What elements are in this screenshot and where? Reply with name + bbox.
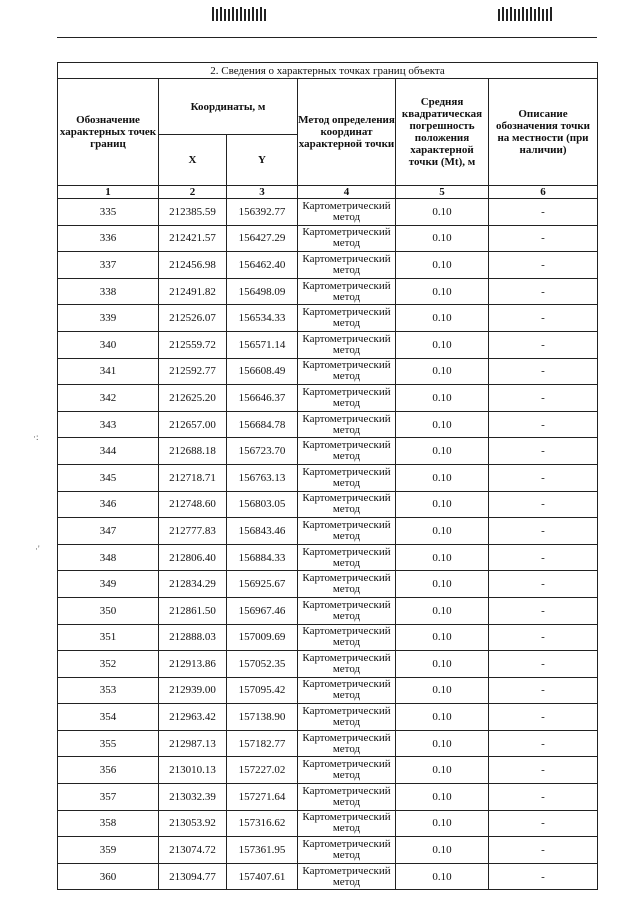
cell-accuracy: 0.10 xyxy=(396,837,489,864)
cell-coord-x: 212592.77 xyxy=(159,358,227,385)
cell-description: - xyxy=(489,358,598,385)
table-row xyxy=(58,438,598,465)
column-number: 4 xyxy=(298,186,396,199)
header-rule xyxy=(57,37,597,38)
cell-accuracy: 0.10 xyxy=(396,225,489,252)
table-row xyxy=(58,810,598,837)
cell-point-id: 360 xyxy=(58,863,159,890)
cell-coord-y: 156571.14 xyxy=(227,331,298,358)
cell-coord-x: 213074.72 xyxy=(159,837,227,864)
cell-description: - xyxy=(489,518,598,545)
table-row xyxy=(58,571,598,598)
cell-accuracy: 0.10 xyxy=(396,704,489,731)
cell-method: Картометрический метод xyxy=(298,571,396,598)
cell-coord-x: 212888.03 xyxy=(159,624,227,651)
cell-coord-x: 212559.72 xyxy=(159,331,227,358)
cell-accuracy: 0.10 xyxy=(396,571,489,598)
cell-point-id: 358 xyxy=(58,810,159,837)
cell-description: - xyxy=(489,491,598,518)
cell-accuracy: 0.10 xyxy=(396,810,489,837)
table-row xyxy=(58,757,598,784)
cell-accuracy: 0.10 xyxy=(396,278,489,305)
cell-point-id: 342 xyxy=(58,385,159,412)
cell-coord-x: 212526.07 xyxy=(159,305,227,332)
column-number: 6 xyxy=(489,186,598,199)
column-number: 5 xyxy=(396,186,489,199)
table-row xyxy=(58,677,598,704)
table-row xyxy=(58,544,598,571)
column-number: 3 xyxy=(227,186,298,199)
cell-method: Картометрический метод xyxy=(298,438,396,465)
cell-coord-y: 156427.29 xyxy=(227,225,298,252)
cell-method: Картометрический метод xyxy=(298,837,396,864)
cell-coord-y: 157407.61 xyxy=(227,863,298,890)
cell-coord-y: 156534.33 xyxy=(227,305,298,332)
cell-method: Картометрический метод xyxy=(298,863,396,890)
cell-accuracy: 0.10 xyxy=(396,358,489,385)
cell-coord-y: 157009.69 xyxy=(227,624,298,651)
cell-method: Картометрический метод xyxy=(298,225,396,252)
cell-description: - xyxy=(489,597,598,624)
cell-point-id: 347 xyxy=(58,518,159,545)
cell-method: Картометрический метод xyxy=(298,544,396,571)
cell-coord-y: 156803.05 xyxy=(227,491,298,518)
cell-coord-x: 212625.20 xyxy=(159,385,227,412)
cell-method: Картометрический метод xyxy=(298,411,396,438)
cell-point-id: 349 xyxy=(58,571,159,598)
header-accuracy: Средняя квадратическая погрешность положения характерной точки (Mt), м xyxy=(396,79,489,186)
cell-coord-y: 156684.78 xyxy=(227,411,298,438)
table-row xyxy=(58,278,598,305)
cell-description: - xyxy=(489,464,598,491)
cell-point-id: 338 xyxy=(58,278,159,305)
cell-coord-x: 212963.42 xyxy=(159,704,227,731)
scan-mark: ·' xyxy=(35,544,40,554)
cell-method: Картометрический метод xyxy=(298,651,396,678)
table-row xyxy=(58,491,598,518)
cell-coord-y: 156608.49 xyxy=(227,358,298,385)
cell-accuracy: 0.10 xyxy=(396,199,489,226)
cell-accuracy: 0.10 xyxy=(396,597,489,624)
cell-description: - xyxy=(489,624,598,651)
cell-point-id: 337 xyxy=(58,252,159,279)
cell-description: - xyxy=(489,331,598,358)
table-row xyxy=(58,624,598,651)
table-row xyxy=(58,252,598,279)
table-row xyxy=(58,464,598,491)
cell-accuracy: 0.10 xyxy=(396,252,489,279)
header-description: Описание обозначения точки на местности (при наличии) xyxy=(489,79,598,186)
cell-accuracy: 0.10 xyxy=(396,331,489,358)
cell-description: - xyxy=(489,278,598,305)
cell-description: - xyxy=(489,677,598,704)
cell-description: - xyxy=(489,305,598,332)
header-designation: Обозначение характерных точек границ xyxy=(58,79,159,186)
cell-accuracy: 0.10 xyxy=(396,491,489,518)
table-row xyxy=(58,863,598,890)
cell-point-id: 345 xyxy=(58,464,159,491)
cell-method: Картометрический метод xyxy=(298,331,396,358)
cell-method: Картометрический метод xyxy=(298,597,396,624)
cell-coord-x: 213032.39 xyxy=(159,784,227,811)
table-row xyxy=(58,305,598,332)
cell-description: - xyxy=(489,225,598,252)
cell-method: Картометрический метод xyxy=(298,252,396,279)
cell-method: Картометрический метод xyxy=(298,464,396,491)
cell-point-id: 355 xyxy=(58,730,159,757)
cell-coord-y: 156646.37 xyxy=(227,385,298,412)
table-row xyxy=(58,411,598,438)
cell-point-id: 351 xyxy=(58,624,159,651)
cell-method: Картометрический метод xyxy=(298,358,396,385)
header-coordinates: Координаты, м xyxy=(159,79,298,135)
cell-point-id: 335 xyxy=(58,199,159,226)
cell-point-id: 353 xyxy=(58,677,159,704)
cell-point-id: 346 xyxy=(58,491,159,518)
cell-coord-y: 157227.02 xyxy=(227,757,298,784)
cell-coord-x: 212834.29 xyxy=(159,571,227,598)
table-row xyxy=(58,331,598,358)
table-row xyxy=(58,385,598,412)
cell-point-id: 354 xyxy=(58,704,159,731)
cell-point-id: 350 xyxy=(58,597,159,624)
cell-coord-x: 213094.77 xyxy=(159,863,227,890)
cell-description: - xyxy=(489,730,598,757)
cell-description: - xyxy=(489,837,598,864)
cell-coord-x: 212987.13 xyxy=(159,730,227,757)
column-numbers-row xyxy=(58,186,598,199)
cell-coord-x: 212806.40 xyxy=(159,544,227,571)
cell-accuracy: 0.10 xyxy=(396,624,489,651)
cell-method: Картометрический метод xyxy=(298,385,396,412)
cell-coord-x: 212491.82 xyxy=(159,278,227,305)
cell-coord-x: 212939.00 xyxy=(159,677,227,704)
cell-method: Картометрический метод xyxy=(298,784,396,811)
table-row xyxy=(58,597,598,624)
table-row xyxy=(58,704,598,731)
cell-method: Картометрический метод xyxy=(298,278,396,305)
section-title: 2. Сведения о характерных точках границ объекта xyxy=(58,63,598,79)
cell-coord-y: 156967.46 xyxy=(227,597,298,624)
cell-description: - xyxy=(489,784,598,811)
cell-coord-y: 157316.62 xyxy=(227,810,298,837)
column-number: 1 xyxy=(58,186,159,199)
table-row xyxy=(58,730,598,757)
cell-description: - xyxy=(489,571,598,598)
scan-mark: ·: xyxy=(33,432,39,442)
cell-method: Картометрический метод xyxy=(298,730,396,757)
table-row xyxy=(58,358,598,385)
cell-point-id: 341 xyxy=(58,358,159,385)
cell-coord-y: 156843.46 xyxy=(227,518,298,545)
cell-coord-y: 156884.33 xyxy=(227,544,298,571)
cell-method: Картометрический метод xyxy=(298,677,396,704)
cell-coord-y: 157052.35 xyxy=(227,651,298,678)
cell-coord-x: 212718.71 xyxy=(159,464,227,491)
cell-accuracy: 0.10 xyxy=(396,544,489,571)
cell-point-id: 344 xyxy=(58,438,159,465)
cell-coord-y: 156763.13 xyxy=(227,464,298,491)
cell-description: - xyxy=(489,385,598,412)
cell-coord-y: 157182.77 xyxy=(227,730,298,757)
cell-point-id: 357 xyxy=(58,784,159,811)
cell-method: Картометрический метод xyxy=(298,305,396,332)
cell-accuracy: 0.10 xyxy=(396,730,489,757)
cell-coord-y: 157361.95 xyxy=(227,837,298,864)
cell-method: Картометрический метод xyxy=(298,518,396,545)
cell-description: - xyxy=(489,863,598,890)
cell-description: - xyxy=(489,438,598,465)
cell-description: - xyxy=(489,199,598,226)
cell-point-id: 343 xyxy=(58,411,159,438)
cell-method: Картометрический метод xyxy=(298,757,396,784)
table-row xyxy=(58,784,598,811)
cell-description: - xyxy=(489,544,598,571)
cell-coord-x: 212913.86 xyxy=(159,651,227,678)
cell-coord-x: 212385.59 xyxy=(159,199,227,226)
table-row xyxy=(58,225,598,252)
cell-accuracy: 0.10 xyxy=(396,385,489,412)
header-barcode-left xyxy=(212,7,266,21)
header-y: Y xyxy=(227,135,298,186)
cell-accuracy: 0.10 xyxy=(396,784,489,811)
cell-method: Картометрический метод xyxy=(298,704,396,731)
cell-method: Картометрический метод xyxy=(298,810,396,837)
cell-coord-x: 212748.60 xyxy=(159,491,227,518)
cell-accuracy: 0.10 xyxy=(396,651,489,678)
boundary-points-table xyxy=(57,62,598,890)
cell-coord-x: 212456.98 xyxy=(159,252,227,279)
table-row xyxy=(58,199,598,226)
cell-description: - xyxy=(489,411,598,438)
cell-accuracy: 0.10 xyxy=(396,411,489,438)
header-barcode-right xyxy=(498,7,552,21)
cell-coord-y: 156462.40 xyxy=(227,252,298,279)
cell-coord-x: 212657.00 xyxy=(159,411,227,438)
cell-accuracy: 0.10 xyxy=(396,518,489,545)
cell-point-id: 340 xyxy=(58,331,159,358)
cell-point-id: 356 xyxy=(58,757,159,784)
cell-coord-y: 156723.70 xyxy=(227,438,298,465)
cell-coord-y: 157138.90 xyxy=(227,704,298,731)
cell-point-id: 348 xyxy=(58,544,159,571)
table-row xyxy=(58,518,598,545)
cell-point-id: 336 xyxy=(58,225,159,252)
cell-point-id: 352 xyxy=(58,651,159,678)
header-x: X xyxy=(159,135,227,186)
cell-coord-x: 213010.13 xyxy=(159,757,227,784)
cell-point-id: 339 xyxy=(58,305,159,332)
table-row xyxy=(58,837,598,864)
cell-coord-y: 156498.09 xyxy=(227,278,298,305)
cell-accuracy: 0.10 xyxy=(396,757,489,784)
cell-method: Картометрический метод xyxy=(298,491,396,518)
cell-description: - xyxy=(489,704,598,731)
cell-method: Картометрический метод xyxy=(298,624,396,651)
cell-description: - xyxy=(489,252,598,279)
cell-point-id: 359 xyxy=(58,837,159,864)
cell-coord-y: 156392.77 xyxy=(227,199,298,226)
cell-coord-y: 157271.64 xyxy=(227,784,298,811)
cell-accuracy: 0.10 xyxy=(396,305,489,332)
cell-accuracy: 0.10 xyxy=(396,863,489,890)
cell-description: - xyxy=(489,757,598,784)
cell-accuracy: 0.10 xyxy=(396,438,489,465)
cell-accuracy: 0.10 xyxy=(396,464,489,491)
header-method: Метод определения координат характерной точки xyxy=(298,79,396,186)
cell-coord-y: 156925.67 xyxy=(227,571,298,598)
column-number: 2 xyxy=(159,186,227,199)
cell-accuracy: 0.10 xyxy=(396,677,489,704)
cell-coord-y: 157095.42 xyxy=(227,677,298,704)
table-row xyxy=(58,651,598,678)
cell-description: - xyxy=(489,651,598,678)
cell-coord-x: 212421.57 xyxy=(159,225,227,252)
cell-coord-x: 212861.50 xyxy=(159,597,227,624)
cell-coord-x: 213053.92 xyxy=(159,810,227,837)
cell-coord-x: 212777.83 xyxy=(159,518,227,545)
cell-method: Картометрический метод xyxy=(298,199,396,226)
cell-description: - xyxy=(489,810,598,837)
cell-coord-x: 212688.18 xyxy=(159,438,227,465)
